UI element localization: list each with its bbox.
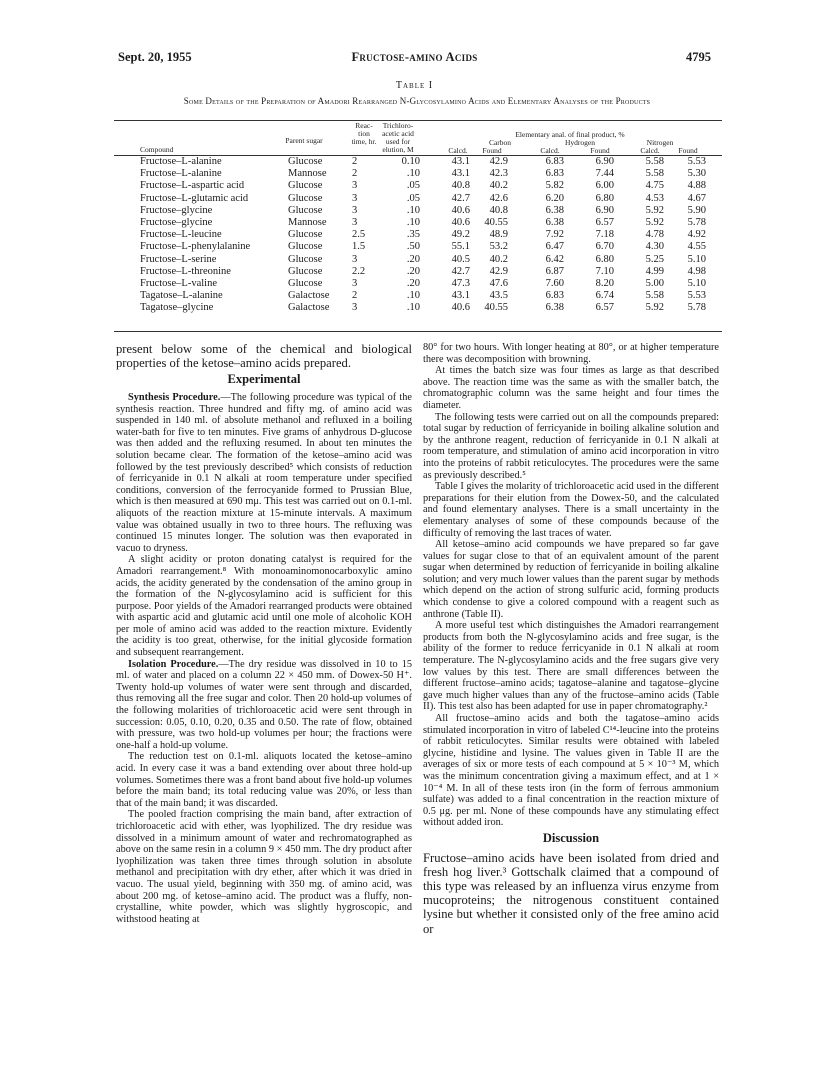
cell-acid: .20 bbox=[406, 253, 420, 265]
table-row bbox=[114, 290, 722, 302]
synthesis-body: —The following procedure was typical of the synthesis reaction. Three hundred and fifty mg. of amino acid was suspended in 140 ml. of absolute methanol and refluxed in a boiling water-bath for five to ten minutes. Five grams of anhydrous D-glucose was then added and the refluxing resumed. In about ten minutes the solution became clear. The formation of the ketose–amino acid was followed by the test previously described⁵ which consists of reduction of ferricyanide in 0.1 N alkali at room temperature under specified conditions, conversion of the ferrocyanide formed to Prussian Blue, which is then measured at 690 mμ. This test was carried out on 0.1-ml. aliquots of the reaction mixture at 15-minute intervals. A maximum value was obtained usually in two to three hours. The refluxing was continued 15 minutes longer. The solution was then evaporated in vacuo to dryness. bbox=[116, 392, 412, 554]
cell-acid: .05 bbox=[406, 192, 420, 204]
cell-time: 2 bbox=[352, 156, 358, 167]
cell-n-found: 5.78 bbox=[687, 216, 706, 228]
cell-sugar: Glucose bbox=[288, 253, 323, 265]
discussion-heading: Discussion bbox=[542, 830, 600, 845]
cell-n-calc: 4.30 bbox=[645, 241, 664, 253]
cell-c-calc: 40.6 bbox=[451, 216, 470, 228]
table-row bbox=[114, 241, 722, 253]
col-header-n-found: Found bbox=[678, 146, 698, 155]
col-header-c-found: Found bbox=[482, 146, 502, 155]
cell-h-found: 6.90 bbox=[595, 156, 614, 167]
cell-n-found: 4.92 bbox=[687, 229, 706, 241]
header-title: Fructose-amino Acids bbox=[351, 50, 478, 64]
cell-h-calc: 6.42 bbox=[545, 253, 564, 265]
discussion-paragraph: Fructose–amino acids have been isolated from dried and fresh hog liver.³ Gottschalk claimed that a compound of this type was released by an influenza virus enzyme from mucoproteins; the nitrogenous constituent contained lysine but whether it consisted only of the free amino acid or bbox=[423, 850, 719, 936]
cell-acid: .10 bbox=[406, 302, 420, 314]
cell-h-found: 6.74 bbox=[595, 290, 614, 302]
cell-c-calc: 43.1 bbox=[451, 290, 470, 302]
header-date: Sept. 20, 1955 bbox=[118, 50, 192, 64]
cell-time: 3 bbox=[352, 192, 358, 204]
cell-h-calc: 6.83 bbox=[545, 290, 564, 302]
cell-compound: Fructose–L-glutamic acid bbox=[140, 192, 249, 204]
cell-time: 2 bbox=[352, 168, 358, 180]
cell-c-found: 42.6 bbox=[489, 192, 508, 204]
cell-c-found: 48.9 bbox=[489, 229, 508, 241]
cell-h-calc: 7.60 bbox=[545, 277, 564, 289]
cell-acid: .10 bbox=[406, 290, 420, 302]
col-header-c-calcd: Calcd. bbox=[448, 146, 468, 155]
cell-sugar: Mannose bbox=[288, 168, 327, 180]
table-description-paragraph: Table I gives the molarity of trichloroacetic acid used in the different preparations for their elution from the Dowex-50, and the calculated and found elementary analyses. There is a small uncertainty in the elementary analyses of some of these compounds because of the difficulty of removing the last traces of water. bbox=[423, 481, 719, 539]
cell-compound: Fructose–L-phenylalanine bbox=[140, 241, 251, 253]
cell-h-found: 7.44 bbox=[595, 168, 614, 180]
reduction-test-paragraph: The reduction test on 0.1-ml. aliquots located the ketose–amino acid. In every case it was a band extending over about three hold-up volumes. Sometimes there was a front band about five hold-up volumes before the main band; its total reducing value was 20%, or less than that of the main band; it was discarded. bbox=[116, 751, 412, 809]
cell-n-found: 5.90 bbox=[687, 204, 706, 216]
cell-acid: .35 bbox=[406, 229, 420, 241]
cell-h-calc: 6.83 bbox=[545, 156, 564, 167]
cell-n-calc: 5.92 bbox=[645, 204, 664, 216]
cell-n-calc: 5.58 bbox=[645, 290, 664, 302]
cell-n-calc: 5.92 bbox=[645, 216, 664, 228]
cell-compound: Fructose–L-aspartic acid bbox=[140, 180, 245, 192]
isolation-body: —The dry residue was dissolved in 10 to 15 ml. of water and placed on a column 22 × 450 mm. of Dowex-50 H⁺. Twenty hold-up volumes of water were sent through and discarded, thus removing all the free sugar and color. Then 20 hold-up volumes of the following molarities of trichloroacetic acid were sent through in succession: 0.05, 0.10, 0.20, 0.35 and 0.50. The rate of flow, obtained with pressure, was two hold-up volumes per hour; the fractions were one-half a hold-up volume. bbox=[116, 658, 412, 751]
cell-c-found: 42.9 bbox=[489, 265, 508, 277]
experimental-heading: Experimental bbox=[227, 372, 301, 387]
table-row bbox=[114, 302, 722, 314]
table-row bbox=[114, 205, 722, 217]
cell-sugar: Glucose bbox=[288, 204, 323, 216]
cell-time: 3 bbox=[352, 302, 358, 314]
cell-h-found: 6.57 bbox=[595, 302, 614, 314]
cell-c-found: 42.9 bbox=[489, 156, 508, 167]
cell-time: 3 bbox=[352, 204, 358, 216]
cell-compound: Tagatose–glycine bbox=[140, 302, 214, 314]
col-header-compound: Compound bbox=[140, 145, 174, 154]
isolation-label: Isolation Procedure. bbox=[128, 658, 219, 670]
col-header-n-calcd: Calcd. bbox=[640, 146, 660, 155]
cell-h-found: 6.90 bbox=[595, 204, 614, 216]
cell-acid: 0.10 bbox=[401, 156, 420, 167]
cell-c-found: 40.55 bbox=[484, 216, 508, 228]
cell-n-found: 5.53 bbox=[687, 290, 706, 302]
cell-c-found: 40.2 bbox=[489, 180, 508, 192]
cell-h-found: 7.18 bbox=[595, 229, 614, 241]
cell-h-calc: 6.38 bbox=[545, 204, 564, 216]
cell-sugar: Glucose bbox=[288, 241, 323, 253]
cell-compound: Fructose–L-alanine bbox=[140, 168, 222, 180]
sugar-values-paragraph: All ketose–amino acid compounds we have prepared so far gave values for sugar close to that of an equivalent amount of the parent sugar when determined by reduction of ferricyanide in boiling alkaline solution; and very much lower values than the parent sugar by methods which depend on the action of strong sulfuric acid, forming products which condense to give a colored compound with a reagent such as anthrone (Table II). bbox=[423, 539, 719, 620]
cell-c-calc: 42.7 bbox=[451, 192, 470, 204]
cell-sugar: Glucose bbox=[288, 192, 323, 204]
table-top-rule bbox=[114, 120, 722, 121]
cell-c-found: 43.5 bbox=[489, 290, 508, 302]
cell-n-calc: 5.00 bbox=[645, 277, 664, 289]
cell-sugar: Glucose bbox=[288, 277, 323, 289]
table-row bbox=[114, 180, 722, 192]
incorporation-paragraph: All fructose–amino acids and both the tagatose–amino acids stimulated incorporation in vitro of labeled C¹⁴-leucine into the proteins of rabbit reticulocytes. Similar results were obtained with labeled glycine, histidine and lysine. The values given in Table II are the averages of six or more tests of each compound at 5 × 10⁻³ M, which was the minimum concentration giving a maximum effect, and at 1 × 10⁻⁴ M. In all of these tests iron (in the form of ferrous ammonium sulfate) was added to a final concentration in the reaction mixture of 0.5 μg. per ml. None of these compounds have any stimulating effect without added iron. bbox=[423, 713, 719, 829]
cell-n-calc: 5.58 bbox=[645, 156, 664, 167]
cell-acid: .20 bbox=[406, 277, 420, 289]
cell-n-found: 4.67 bbox=[687, 192, 706, 204]
header-page-number: 4795 bbox=[686, 50, 711, 64]
cell-h-found: 7.10 bbox=[595, 265, 614, 277]
cell-c-calc: 40.8 bbox=[451, 180, 470, 192]
cell-acid: .05 bbox=[406, 180, 420, 192]
left-column bbox=[116, 342, 412, 925]
cell-time: 3 bbox=[352, 253, 358, 265]
cell-sugar: Glucose bbox=[288, 180, 323, 192]
cell-sugar: Glucose bbox=[288, 156, 323, 167]
acidity-paragraph: A slight acidity or proton donating catalyst is required for the Amadori rearrangement.⁸ With monoaminomonocarboxylic amino acids, the acidity generated by the condensation of the amino group in the formation of the N-glycosylamino acid is sufficient for this purpose. Poor yields of the Amadori rearranged products were obtained with aspartic acid and glutamic acid until one mole of alcoholic KOH per mole of amino acid was added to the reaction mixture. Evidently the acidity is too great, otherwise, for the initial glycoside formation and subsequent rearrangement. bbox=[116, 554, 412, 659]
cell-n-calc: 5.25 bbox=[645, 253, 664, 265]
col-header-reaction-time: Reac- tion time, hr. bbox=[351, 121, 377, 146]
cell-h-calc: 6.87 bbox=[545, 265, 564, 277]
cell-h-calc: 6.47 bbox=[545, 241, 564, 253]
cell-sugar: Galactose bbox=[288, 290, 330, 302]
cell-n-calc: 4.75 bbox=[645, 180, 664, 192]
cell-compound: Fructose–L-leucine bbox=[140, 229, 222, 241]
cell-h-calc: 6.20 bbox=[545, 192, 564, 204]
table-row bbox=[114, 168, 722, 180]
cell-h-found: 8.20 bbox=[595, 277, 614, 289]
table-body bbox=[114, 156, 722, 314]
cell-n-found: 5.78 bbox=[687, 302, 706, 314]
cell-acid: .10 bbox=[406, 168, 420, 180]
cell-h-found: 6.00 bbox=[595, 180, 614, 192]
cell-n-found: 4.88 bbox=[687, 180, 706, 192]
cell-n-calc: 5.92 bbox=[645, 302, 664, 314]
isolation-paragraph bbox=[116, 659, 412, 752]
synthesis-label: Synthesis Procedure. bbox=[128, 392, 221, 403]
cell-h-calc: 6.38 bbox=[545, 216, 564, 228]
cell-h-found: 6.70 bbox=[595, 241, 614, 253]
ferricyanide-paragraph: A more useful test which distinguishes the Amadori rearrangement products from both the N-glycosylamino acids and free sugar, is the ability of the former to reduce ferricyanide in 0.1 N alkali at room temperature. The N-glycosylamino acids and the free sugars give very low values by this test. There are small differences between the different fructose–amino acids; tagatose–alanine and tagatose–glycine gave much higher values than any of the fructose–amino acids (Table II). This test also has been adapted for use in paper chromatography.² bbox=[423, 620, 719, 713]
cell-n-found: 5.10 bbox=[687, 253, 706, 265]
cell-time: 3 bbox=[352, 180, 358, 192]
col-header-h-found: Found bbox=[590, 146, 610, 155]
cell-c-calc: 49.2 bbox=[451, 229, 470, 241]
cell-h-calc: 7.92 bbox=[545, 229, 564, 241]
cell-n-calc: 4.99 bbox=[645, 265, 664, 277]
cell-c-calc: 40.5 bbox=[451, 253, 470, 265]
cell-c-found: 40.2 bbox=[489, 253, 508, 265]
cell-c-calc: 43.1 bbox=[451, 168, 470, 180]
cell-compound: Fructose–glycine bbox=[140, 204, 213, 216]
col-header-acid: Trichloro- acetic acid used for elution, M bbox=[382, 121, 414, 154]
cell-c-found: 40.8 bbox=[489, 204, 508, 216]
cell-h-calc: 5.82 bbox=[545, 180, 564, 192]
col-header-h-calcd: Calcd. bbox=[540, 146, 560, 155]
heating-paragraph: 80° for two hours. With longer heating at 80°, or at higher temperature there was decomposition with browning. bbox=[423, 342, 719, 365]
cell-acid: .20 bbox=[406, 265, 420, 277]
table-row bbox=[114, 278, 722, 290]
right-column bbox=[423, 342, 719, 936]
cell-sugar: Galactose bbox=[288, 302, 330, 314]
table-row bbox=[114, 254, 722, 266]
table-row bbox=[114, 266, 722, 278]
cell-h-found: 6.80 bbox=[595, 192, 614, 204]
table-label: Table I bbox=[395, 80, 434, 91]
cell-c-found: 42.3 bbox=[489, 168, 508, 180]
col-header-elementary: Elementary anal. of final product, % bbox=[515, 130, 625, 139]
cell-sugar: Mannose bbox=[288, 216, 327, 228]
cell-time: 3 bbox=[352, 216, 358, 228]
pooled-fraction-paragraph: The pooled fraction comprising the main band, after extraction of trichloroacetic acid with ether, was lyophilized. The dry residue was dissolved in a minimum amount of water and rechromatographed as above on the same resin in a column 9 × 450 mm. The dry product after lyophilization was taken three times through solution in absolute methanol and precipitation with dry ether, after which it was dried in vacuo. The usual yield, beginning with 350 mg. of amino acid, was about 200 mg. of ketose–amino acid. The product was a fluffy, non-crystalline, white powder, which was slightly hygroscopic, and withstood heating at bbox=[116, 809, 412, 925]
cell-n-found: 4.55 bbox=[687, 241, 706, 253]
table-row bbox=[114, 217, 722, 229]
cell-compound: Fructose–glycine bbox=[140, 216, 213, 228]
cell-time: 2.5 bbox=[352, 229, 366, 241]
cell-c-calc: 55.1 bbox=[451, 241, 470, 253]
table-row bbox=[114, 229, 722, 241]
table-row bbox=[114, 193, 722, 205]
cell-n-calc: 4.78 bbox=[645, 229, 664, 241]
cell-n-calc: 4.53 bbox=[645, 192, 664, 204]
cell-n-found: 5.30 bbox=[687, 168, 706, 180]
cell-h-found: 6.57 bbox=[595, 216, 614, 228]
cell-time: 1.5 bbox=[352, 241, 366, 253]
cell-sugar: Glucose bbox=[288, 265, 323, 277]
col-header-parent-sugar: Parent sugar bbox=[285, 136, 323, 145]
cell-n-found: 5.10 bbox=[687, 277, 706, 289]
table-bottom-rule bbox=[114, 331, 722, 332]
cell-compound: Fructose–L-serine bbox=[140, 253, 217, 265]
cell-compound: Fructose–L-threonine bbox=[140, 265, 231, 277]
cell-acid: .50 bbox=[406, 241, 420, 253]
cell-c-found: 40.55 bbox=[484, 302, 508, 314]
cell-c-calc: 43.1 bbox=[451, 156, 470, 167]
cell-sugar: Glucose bbox=[288, 229, 323, 241]
cell-n-found: 5.53 bbox=[687, 156, 706, 167]
batch-size-paragraph: At times the batch size was four times as large as that described above. The reaction time was the same as with the smaller batch, the chromatographic column was the same height and four times the diameter. bbox=[423, 365, 719, 411]
cell-h-calc: 6.83 bbox=[545, 168, 564, 180]
cell-c-calc: 40.6 bbox=[451, 204, 470, 216]
tests-paragraph: The following tests were carried out on all the compounds prepared: total sugar by reduction of ferricyanide in boiling alkaline solution and by the anthrone reagent, reduction of ferricyanide in 0.1 N alkali at room temperature, and stimulation of amino acid incorporation in vitro into the proteins of rabbit reticulocytes. The procedures were the same as previously described.⁵ bbox=[423, 411, 719, 481]
cell-h-calc: 6.38 bbox=[545, 302, 564, 314]
cell-c-found: 53.2 bbox=[489, 241, 508, 253]
synthesis-paragraph bbox=[116, 392, 412, 554]
cell-acid: .10 bbox=[406, 216, 420, 228]
cell-time: 3 bbox=[352, 277, 358, 289]
cell-compound: Tagatose–L-alanine bbox=[140, 290, 223, 302]
cell-c-found: 47.6 bbox=[489, 277, 508, 289]
cell-acid: .10 bbox=[406, 204, 420, 216]
table-row bbox=[114, 156, 722, 168]
cell-n-found: 4.98 bbox=[687, 265, 706, 277]
table-caption: Some Details of the Preparation of Amadori Rearranged N-Glycosylamino Acids and Elementary Analyses of the Products bbox=[183, 96, 651, 106]
cell-c-calc: 42.7 bbox=[451, 265, 470, 277]
cell-time: 2 bbox=[352, 290, 358, 302]
intro-paragraph: present below some of the chemical and biological properties of the ketose–amino acids prepared. bbox=[116, 342, 412, 371]
cell-h-found: 6.80 bbox=[595, 253, 614, 265]
cell-compound: Fructose–L-alanine bbox=[140, 156, 222, 167]
cell-c-calc: 40.6 bbox=[451, 302, 470, 314]
col-header-nitrogen: Nitrogen bbox=[646, 138, 674, 147]
col-header-hydrogen: Hydrogen bbox=[565, 138, 595, 147]
cell-time: 2.2 bbox=[352, 265, 366, 277]
cell-c-calc: 47.3 bbox=[451, 277, 470, 289]
col-header-carbon: Carbon bbox=[488, 138, 512, 147]
cell-n-calc: 5.58 bbox=[645, 168, 664, 180]
cell-compound: Fructose–L-valine bbox=[140, 277, 217, 289]
